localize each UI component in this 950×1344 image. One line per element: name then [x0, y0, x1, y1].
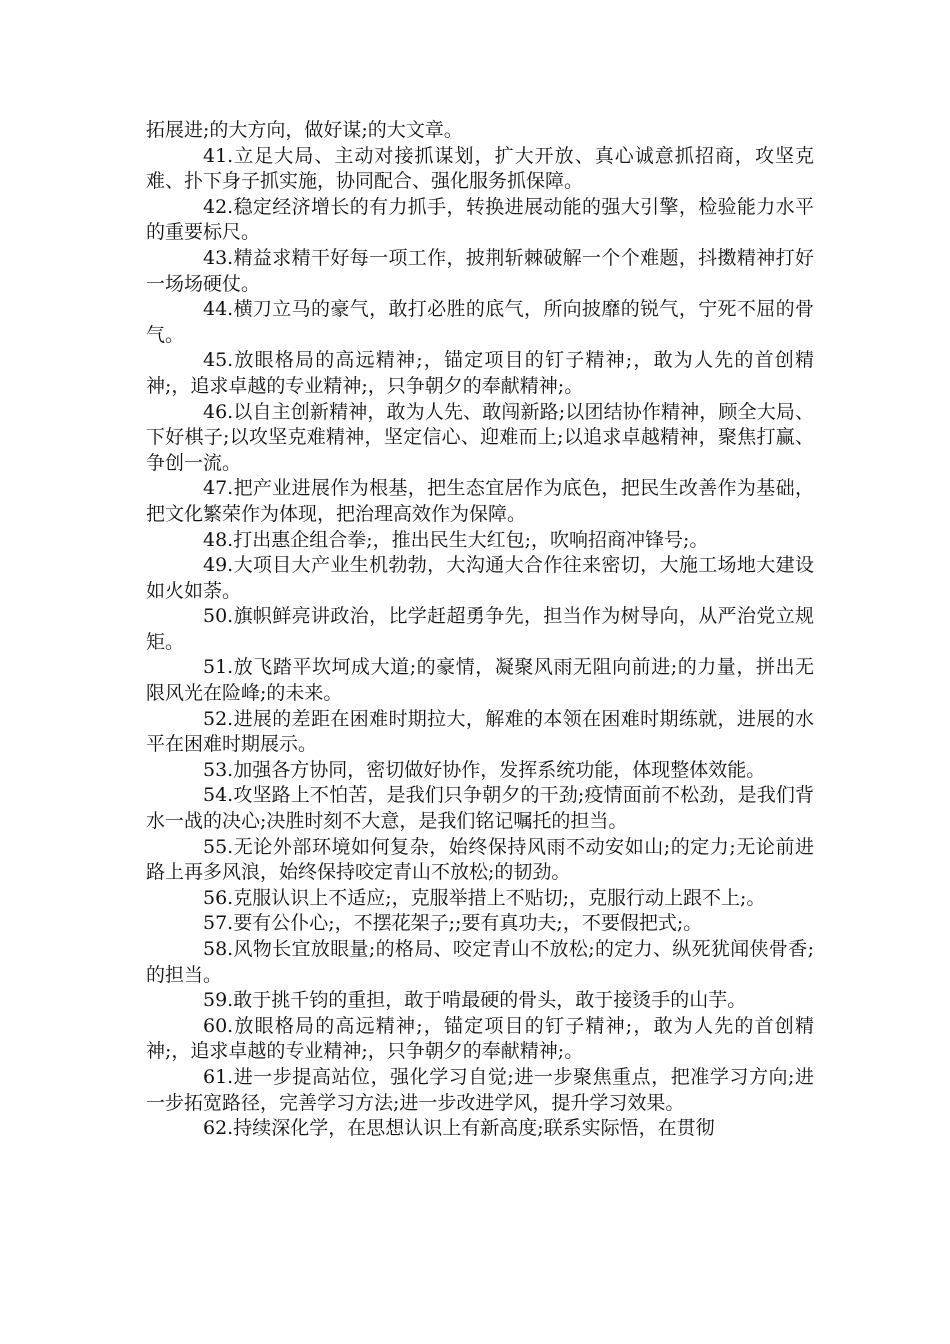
paragraph: 45.放眼格局的高远精神;，锚定项目的钉子精神;，敢为人先的首创精神;，追求卓越的专业精神;，只争朝夕的奉献精神;。 — [146, 349, 814, 397]
paragraph: 59.敢于挑千钧的重担，敢于啃最硬的骨头，敢于接烫手的山芋。 — [203, 989, 747, 1012]
paragraph: 46.以自主创新精神，敢为人先、敢闯新路;以团结协作精神，顾全大局、下好棋子;以攻坚克难精神，坚定信心、迎难而上;以追求卓越精神，聚焦打赢、争创一流。 — [146, 400, 814, 474]
paragraph: 54.攻坚路上不怕苦，是我们只争朝夕的干劲;疫情面前不松劲，是我们背水一战的决心;决胜时刻不大意，是我们铭记嘱托的担当。 — [146, 784, 814, 833]
paragraph: 49.大项目大产业生机勃勃，大沟通大合作往来密切，大施工场地大建设如火如荼。 — [146, 554, 814, 602]
paragraph: 58.风物长宜放眼量;的格局、咬定青山不放松;的定力、纵死犹闻侠骨香;的担当。 — [146, 938, 814, 986]
paragraph: 60.放眼格局的高远精神;，锚定项目的钉子精神;，敢为人先的首创精神;，追求卓越的专业精神;，只争朝夕的奉献精神;。 — [146, 1014, 814, 1063]
paragraph: 62.持续深化学，在思想认识上有新高度;联系实际悟，在贯彻 — [203, 1117, 715, 1140]
paragraph: 53.加强各方协同，密切做好协作，发挥系统功能，体现整体效能。 — [203, 758, 766, 781]
paragraph: 拓展进;的大方向，做好谋;的大文章。 — [146, 119, 463, 141]
document-body — [146, 118, 814, 1142]
paragraph: 56.克服认识上不适应;，克服举措上不贴切;，克服行动上跟不上;。 — [203, 886, 766, 909]
paragraph: 42.稳定经济增长的有力抓手，转换进展动能的强大引擎，检验能力水平的重要标尺。 — [146, 195, 814, 244]
paragraph: 55.无论外部环境如何复杂，始终保持风雨不动安如山;的定力;无论前进路上再多风浪，始终保持咬定青山不放松;的韧劲。 — [146, 835, 814, 884]
paragraph: 52.进展的差距在困难时期拉大，解难的本领在困难时期练就，进展的水平在困难时期展示。 — [146, 707, 814, 756]
paragraph: 43.精益求精干好每一项工作，披荆斩棘破解一个个难题，抖擞精神打好一场场硬仗。 — [146, 246, 814, 295]
paragraph: 50.旗帜鲜亮讲政治，比学赶超勇争先，担当作为树导向，从严治党立规矩。 — [146, 605, 814, 653]
paragraph: 41.立足大局、主动对接抓谋划，扩大开放、真心诚意抓招商，攻坚克难、扑下身子抓实施，协同配合、强化服务抓保障。 — [146, 144, 814, 193]
paragraph: 61.进一步提高站位，强化学习自觉;进一步聚焦重点，把准学习方向;进一步拓宽路径，完善学习方法;进一步改进学风，提升学习效果。 — [146, 1065, 814, 1114]
paragraph: 57.要有公仆心;，不摆花架子;;要有真功夫;，不要假把式;。 — [203, 912, 703, 935]
paragraph: 47.把产业进展作为根基，把生态宜居作为底色，把民生改善作为基础，把文化繁荣作为体现，把治理高效作为保障。 — [146, 477, 814, 525]
paragraph: 48.打出惠企组合拳;，推出民生大红包;，吹响招商冲锋号;。 — [203, 528, 709, 551]
paragraph: 44.横刀立马的豪气，敢打必胜的底气，所向披靡的锐气，宁死不屈的骨气。 — [146, 298, 814, 346]
paragraph: 51.放飞踏平坎坷成大道;的豪情，凝聚风雨无阻向前进;的力量，拼出无限风光在险峰;的未来。 — [146, 656, 814, 705]
